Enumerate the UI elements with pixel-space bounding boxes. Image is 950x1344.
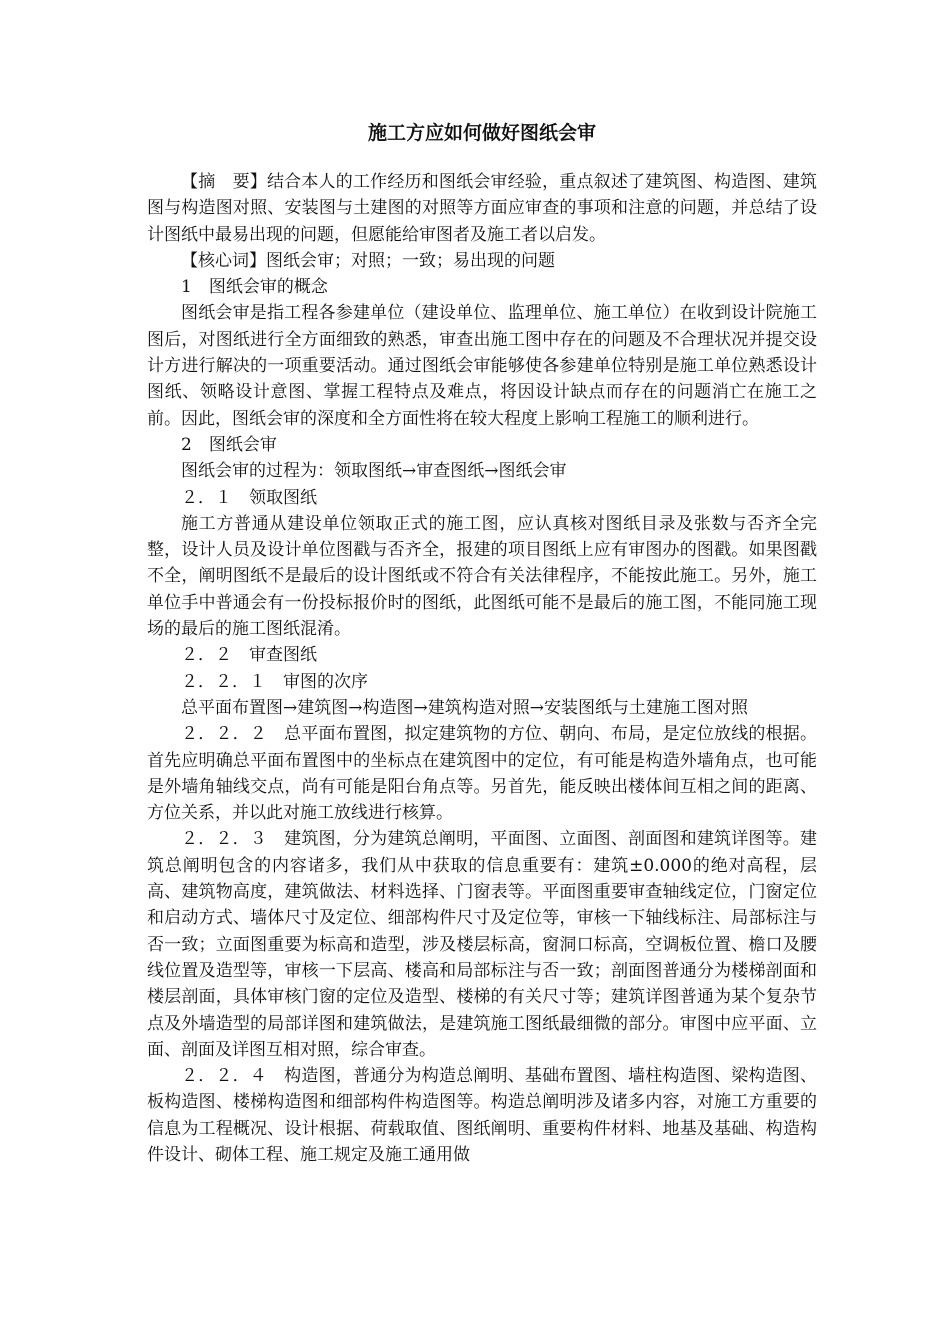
subsection-heading-2-2-1: ２．２．１ 审图的次序 xyxy=(181,671,368,692)
body-paragraph: ２．２．３ 建筑图，分为建筑总阐明，平面图、立面图、剖面图和建筑详图等。建筑总阐明包含的内容诸多，我们从中获取的信息重要有：建筑±0.000的绝对高程，层高、建筑物高度，建筑做法、材料选择、门窗表等。平面图重要审查轴线定位，门窗定位和启动方式、墙体尺寸及定位、细部构件尺寸及定位等，审核一下轴线标注、局部标注与否一致；立面图重要为标高和造型，涉及楼层标高，窗洞口标高，空调板位置、檐口及腰线位置及造型等，审核一下层高、楼高和局部标注与否一致；剖面图普通分为楼梯剖面和楼层剖面，具体审核门窗的定位及造型、楼梯的有关尺寸等；建筑详图普通为某个复杂节点及外墙造型的局部详图和建筑做法，是建筑施工图纸最细微的部分。审图中应平面、立面、剖面及详图互相对照，综合审查。 xyxy=(147,829,817,1060)
subsection-heading-2-2: ２．２ 审查图纸 xyxy=(181,645,317,666)
body-paragraph: 图纸会审是指工程各参建单位（建设单位、监理单位、施工单位）在收到设计院施工图后，对图纸进行全方面细致的熟悉，审查出施工图中存在的问题及不合理状况并提交设计方进行解决的一项重要活动。通过图纸会审能够使各参建单位特别是施工单位熟悉设计图纸、领略设计意图、掌握工程特点及难点，将因设计缺点而存在的问题消亡在施工之前。因此，图纸会审的深度和全方面性将在较大程度上影响工程施工的顺利进行。 xyxy=(147,303,817,429)
body-paragraph: 总平面布置图→建筑图→构造图→建筑构造对照→安装图纸与土建施工图对照 xyxy=(181,697,748,718)
subsection-heading-2-1: ２．１ 领取图纸 xyxy=(181,487,317,508)
body-paragraph: 图纸会审的过程为：领取图纸→审查图纸→图纸会审 xyxy=(181,461,567,482)
document-page xyxy=(147,120,817,1168)
body-paragraph: ２．２．４ 构造图，普通分为构造总阐明、基础布置图、墙柱构造图、梁构造图、板构造图、楼梯构造图和细部构件构造图等。构造总阐明涉及诸多内容，对施工方重要的信息为工程概况、设计根据、荷载取值、图纸阐明、重要构件材料、地基及基础、构造构件设计、砌体工程、施工规定及施工通用做 xyxy=(147,1066,817,1165)
body-paragraph: ２．２．２ 总平面布置图，拟定建筑物的方位、朝向、布局，是定位放线的根据。首先应明确总平面布置图中的坐标点在建筑图中的定位，有可能是构造外墙角点，也可能是外墙角轴线交点，尚有可能是阳台角点等。另首先，能反映出楼体间互相之间的距离、方位关系，并以此对施工放线进行核算。 xyxy=(147,724,817,824)
section-heading-1: 1 图纸会审的概念 xyxy=(181,277,328,298)
body-paragraph: 施工方普通从建设单位领取正式的施工图，应认真核对图纸目录及张数与否齐全完整，设计人员及设计单位图戳与否齐全，报建的项目图纸上应有审图办的图戳。如果图戳不全，阐明图纸不是最后的设计图纸或不符合有关法律程序，不能按此施工。另外，施工单位手中普通会有一份投标报价时的图纸，此图纸可能不是最后的施工图，不能同施工现场的最后的施工图纸混淆。 xyxy=(147,513,817,640)
document-title: 施工方应如何做好图纸会审 xyxy=(367,122,596,144)
abstract-paragraph: 【摘 要】结合本人的工作经历和图纸会审经验，重点叙述了建筑图、构造图、建筑图与构造图对照、安装图与土建图的对照等方面应审查的事项和注意的问题，并总结了设计图纸中最易出现的问题，但愿能给审图者及施工者以启发。 xyxy=(147,172,817,245)
section-heading-2: 2 图纸会审 xyxy=(181,434,277,455)
keywords-paragraph: 【核心词】图纸会审；对照；一致；易出现的问题 xyxy=(181,250,555,271)
